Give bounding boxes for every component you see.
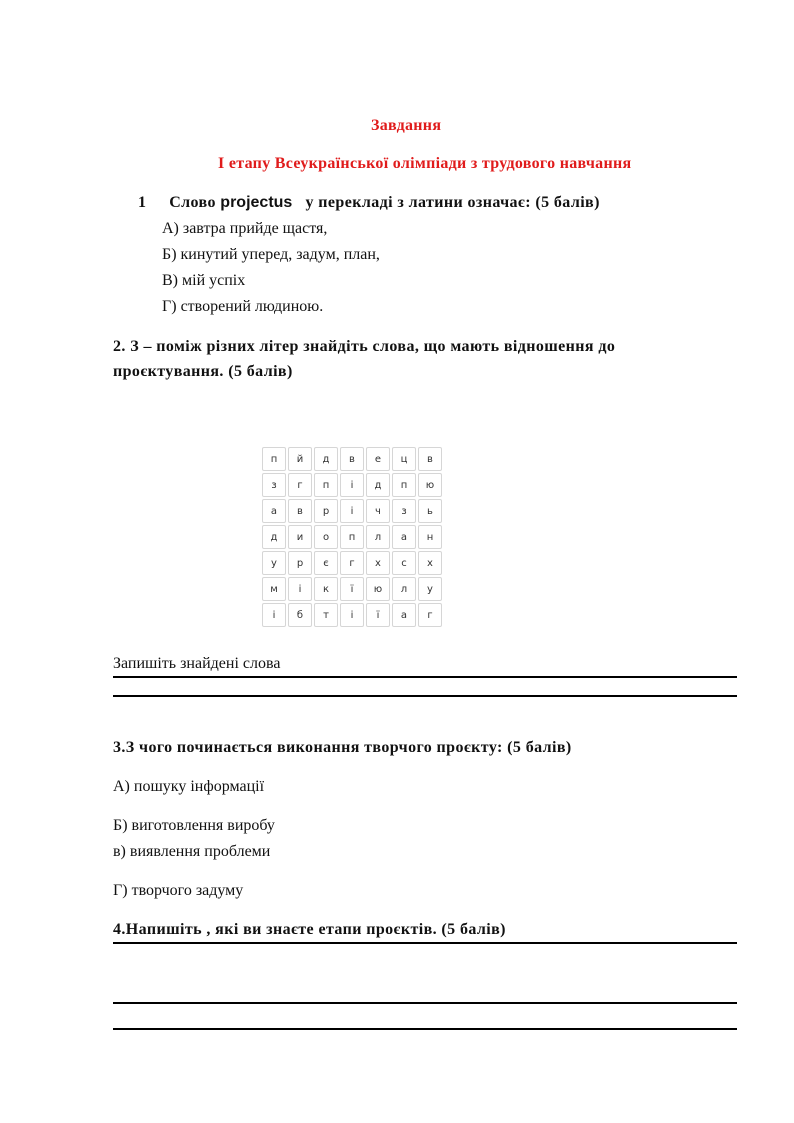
question-1-text-post: у перекладі з латини означає: (5 балів)	[292, 194, 600, 211]
grid-row	[262, 447, 444, 472]
question-1-option-a: А) завтра прийде щастя,	[162, 220, 328, 237]
grid-cell: п	[392, 473, 416, 497]
question-1-number: 1	[138, 194, 147, 211]
grid-row	[262, 551, 444, 576]
answer-line-5[interactable]	[113, 1028, 737, 1030]
question-3: 3.З чого починається виконання творчого проєкту: (5 балів)	[113, 739, 572, 756]
grid-cell: і	[262, 603, 286, 627]
grid-cell: о	[314, 525, 338, 549]
grid-cell: п	[314, 473, 338, 497]
grid-cell: ї	[366, 603, 390, 627]
letter-grid	[262, 447, 444, 629]
grid-cell: л	[392, 577, 416, 601]
question-3-option-b: Б) виготовлення виробу	[113, 817, 275, 834]
grid-row	[262, 577, 444, 602]
question-1-option-c: В) мій успіх	[162, 272, 246, 289]
grid-cell: ю	[366, 577, 390, 601]
question-1-option-b: Б) кинутий уперед, задум, план,	[162, 246, 380, 263]
grid-cell: г	[418, 603, 442, 627]
answer-line-3[interactable]	[113, 942, 737, 944]
grid-cell: є	[314, 551, 338, 575]
grid-cell: у	[418, 577, 442, 601]
answer-line-4[interactable]	[113, 1002, 737, 1004]
question-1-text-pre: Слово	[169, 194, 221, 211]
grid-cell: і	[340, 603, 364, 627]
grid-cell: і	[340, 499, 364, 523]
answer-line-1[interactable]	[113, 676, 737, 678]
question-3-option-d: Г) творчого задуму	[113, 882, 244, 899]
question-1-word: projectus	[220, 194, 293, 211]
page-title: Завдання	[371, 117, 442, 134]
grid-cell: р	[288, 551, 312, 575]
grid-cell: с	[392, 551, 416, 575]
grid-cell: ь	[418, 499, 442, 523]
grid-cell: п	[340, 525, 364, 549]
grid-cell: й	[288, 447, 312, 471]
grid-cell: и	[288, 525, 312, 549]
grid-cell: е	[366, 447, 390, 471]
question-1-option-d: Г) створений людиною.	[162, 298, 324, 315]
question-4: 4.Напишіть , які ви знаєте етапи проєктів. (5 балів)	[113, 921, 506, 938]
grid-cell: н	[418, 525, 442, 549]
grid-cell: г	[288, 473, 312, 497]
grid-row	[262, 473, 444, 498]
page-subtitle: I етапу Всеукраїнської олімпіади з трудового навчання	[218, 155, 632, 172]
grid-cell: і	[288, 577, 312, 601]
answer-line-2[interactable]	[113, 695, 737, 697]
question-3-option-a: А) пошуку інформації	[113, 778, 265, 795]
grid-row	[262, 525, 444, 550]
question-1	[138, 194, 600, 212]
grid-cell: з	[392, 499, 416, 523]
grid-cell: м	[262, 577, 286, 601]
grid-cell: д	[366, 473, 390, 497]
grid-cell: л	[366, 525, 390, 549]
grid-cell: ц	[392, 447, 416, 471]
question-2-line-2: проєктування. (5 балів)	[113, 363, 293, 380]
grid-cell: в	[288, 499, 312, 523]
grid-cell: у	[262, 551, 286, 575]
grid-cell: ю	[418, 473, 442, 497]
question-3-option-c: в) виявлення проблеми	[113, 843, 271, 860]
grid-cell: г	[340, 551, 364, 575]
grid-cell: х	[366, 551, 390, 575]
grid-cell: ї	[340, 577, 364, 601]
grid-cell: з	[262, 473, 286, 497]
grid-row	[262, 499, 444, 524]
grid-cell: б	[288, 603, 312, 627]
grid-cell: к	[314, 577, 338, 601]
grid-cell: п	[262, 447, 286, 471]
grid-cell: і	[340, 473, 364, 497]
grid-cell: а	[392, 525, 416, 549]
answer-label: Запишіть знайдені слова	[113, 655, 281, 672]
grid-cell: в	[418, 447, 442, 471]
grid-cell: х	[418, 551, 442, 575]
grid-cell: т	[314, 603, 338, 627]
grid-cell: д	[262, 525, 286, 549]
grid-cell: а	[392, 603, 416, 627]
question-2-line-1: 2. З – поміж різних літер знайдіть слова, що мають відношення до	[113, 338, 616, 355]
grid-cell: в	[340, 447, 364, 471]
grid-cell: а	[262, 499, 286, 523]
grid-cell: ч	[366, 499, 390, 523]
grid-cell: р	[314, 499, 338, 523]
grid-row	[262, 603, 444, 628]
grid-cell: д	[314, 447, 338, 471]
